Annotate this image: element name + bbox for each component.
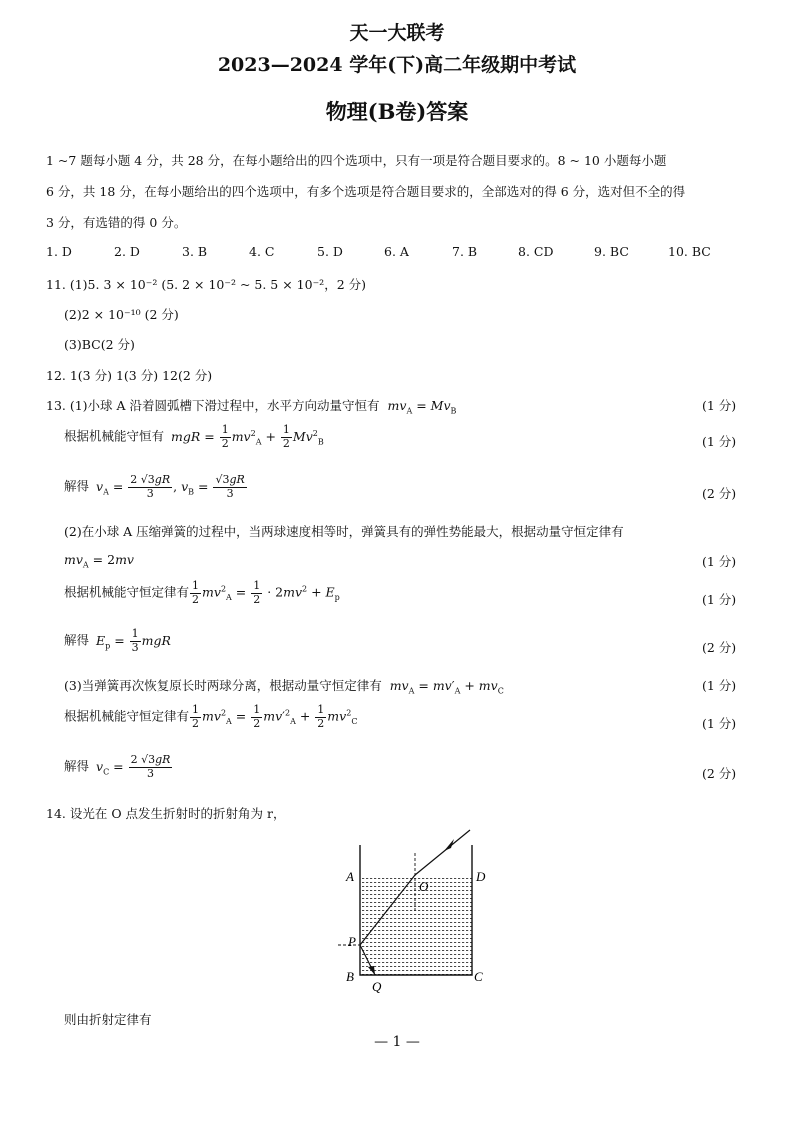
q13-line-7-text: 解得 bbox=[64, 632, 90, 648]
score-8: (1 分) bbox=[702, 716, 737, 731]
q13-line-6-text: 根据机械能守恒定律有 bbox=[64, 584, 190, 600]
q13-line-9: 根据机械能守恒定律有 $\frac{1}{2}$ $mv^2_A$ = $\frac{1}{2}$ $mv'^2_A$ + $\frac{1}{2}$ $mv^2_C$ bbox=[64, 703, 358, 730]
answer-9: 9. BC bbox=[594, 244, 629, 259]
q11-part-1: 11. (1)5. 3 × 10⁻² (5. 2 × 10⁻² ~ 5. 5 × 10⁻²，2 分) bbox=[46, 277, 366, 292]
q13-line-4: (2)在小球 A 压缩弹簧的过程中，当两球速度相等时，弹簧具有的弹性势能最大，根据动量守恒定律有 bbox=[64, 524, 624, 539]
score-9: (2 分) bbox=[702, 766, 737, 781]
score-4: (1 分) bbox=[702, 554, 737, 569]
q13-line-10-text: 解得 bbox=[64, 758, 90, 774]
liquid-fill bbox=[360, 875, 472, 975]
score-3: (2 分) bbox=[702, 486, 737, 501]
page-number: — 1 — bbox=[374, 1034, 420, 1050]
header-line-3: 物理(B卷)答案 bbox=[325, 99, 469, 124]
label-q: Q bbox=[372, 979, 382, 994]
header-line-2: 2023—2024 学年(下)高二年级期中考试 bbox=[217, 54, 577, 76]
score-6: (2 分) bbox=[702, 640, 737, 655]
q13-line-1-text: 13. (1)小球 A 沿着圆弧槽下滑过程中，水平方向动量守恒有 bbox=[46, 398, 380, 413]
label-d: D bbox=[476, 869, 486, 884]
q13-line-3: 解得 $v_A$ = $\frac{2 √3gR}{3}$ , $v_B$ = $\frac{√3gR}{3}$ bbox=[64, 473, 245, 500]
q13-line-2-text: 根据机械能守恒有 bbox=[64, 428, 165, 444]
answer-4: 4. C bbox=[249, 244, 275, 259]
instructions-line-2: 6 分，共 18 分，在每小题给出的四个选项中，有多个选项是符合题目要求的，全部选对的得 6 分，选对但不全的得 bbox=[46, 184, 686, 199]
answer-3: 3. B bbox=[182, 244, 208, 259]
score-2: (1 分) bbox=[702, 434, 737, 449]
incident-ray bbox=[415, 830, 470, 875]
q13-line-7: 解得 $E_p$ = $\frac{1}{3}$ mgR bbox=[64, 627, 171, 654]
q14-intro: 14. 设光在 O 点发生折射时的折射角为 r， bbox=[46, 806, 286, 821]
q13-line-8: (3)当弹簧再次恢复原长时两球分离，根据动量守恒定律有 $mv_A = mv'_A + mv_C$ bbox=[64, 678, 504, 696]
q13-line-2: 根据机械能守恒有 mgR = $\frac{1}{2}$ $mv^2_A$ + $\frac{1}{2}$ $Mv^2_B$ bbox=[64, 423, 324, 450]
answer-2: 2. D bbox=[114, 244, 140, 259]
q12-answer: 12. 1(3 分) 1(3 分) 12(2 分) bbox=[46, 368, 213, 383]
label-p: P bbox=[348, 934, 356, 949]
q14-after: 则由折射定律有 bbox=[64, 1012, 152, 1027]
answer-1: 1. D bbox=[46, 244, 72, 259]
q13-line-9-text: 根据机械能守恒定律有 bbox=[64, 708, 190, 724]
answer-6: 6. A bbox=[384, 244, 409, 259]
q13-line-6: 根据机械能守恒定律有 $\frac{1}{2}$ $mv^2_A$ = $\frac{1}{2}$ · $2mv^2 + E_p$ bbox=[64, 579, 340, 606]
label-a: A bbox=[346, 869, 354, 884]
score-1: (1 分) bbox=[702, 398, 737, 413]
answer-7: 7. B bbox=[452, 244, 478, 259]
q11-part-3: (3)BC(2 分) bbox=[64, 337, 135, 352]
q13-line-10: 解得 $v_C$ = $\frac{2 √3gR}{3}$ bbox=[64, 753, 171, 780]
q13-line-5: $mv_A = 2mv$ bbox=[64, 552, 134, 570]
instructions-line-3: 3 分，有选错的得 0 分。 bbox=[46, 215, 187, 230]
answer-5: 5. D bbox=[317, 244, 343, 259]
q13-line-3-text: 解得 bbox=[64, 478, 90, 494]
q13-line-1: 13. (1)小球 A 沿着圆弧槽下滑过程中，水平方向动量守恒有 $mv_A = Mv_B$ bbox=[46, 398, 457, 416]
q13-line-8-text: (3)当弹簧再次恢复原长时两球分离，根据动量守恒定律有 bbox=[64, 678, 382, 693]
refraction-diagram bbox=[330, 825, 490, 995]
label-o: O bbox=[419, 879, 429, 894]
score-7: (1 分) bbox=[702, 678, 737, 693]
instructions-line-1: 1 ~7 题每小题 4 分，共 28 分，在每小题给出的四个选项中，只有一项是符合题目要求的。8 ~ 10 小题每小题 bbox=[46, 153, 667, 168]
score-5: (1 分) bbox=[702, 592, 737, 607]
label-c: C bbox=[474, 969, 483, 984]
q11-part-2: (2)2 × 10⁻¹⁰ (2 分) bbox=[64, 307, 179, 322]
label-b: B bbox=[346, 969, 354, 984]
answer-10: 10. BC bbox=[668, 244, 711, 259]
header-line-1: 天一大联考 bbox=[349, 22, 445, 44]
answer-8: 8. CD bbox=[518, 244, 554, 259]
